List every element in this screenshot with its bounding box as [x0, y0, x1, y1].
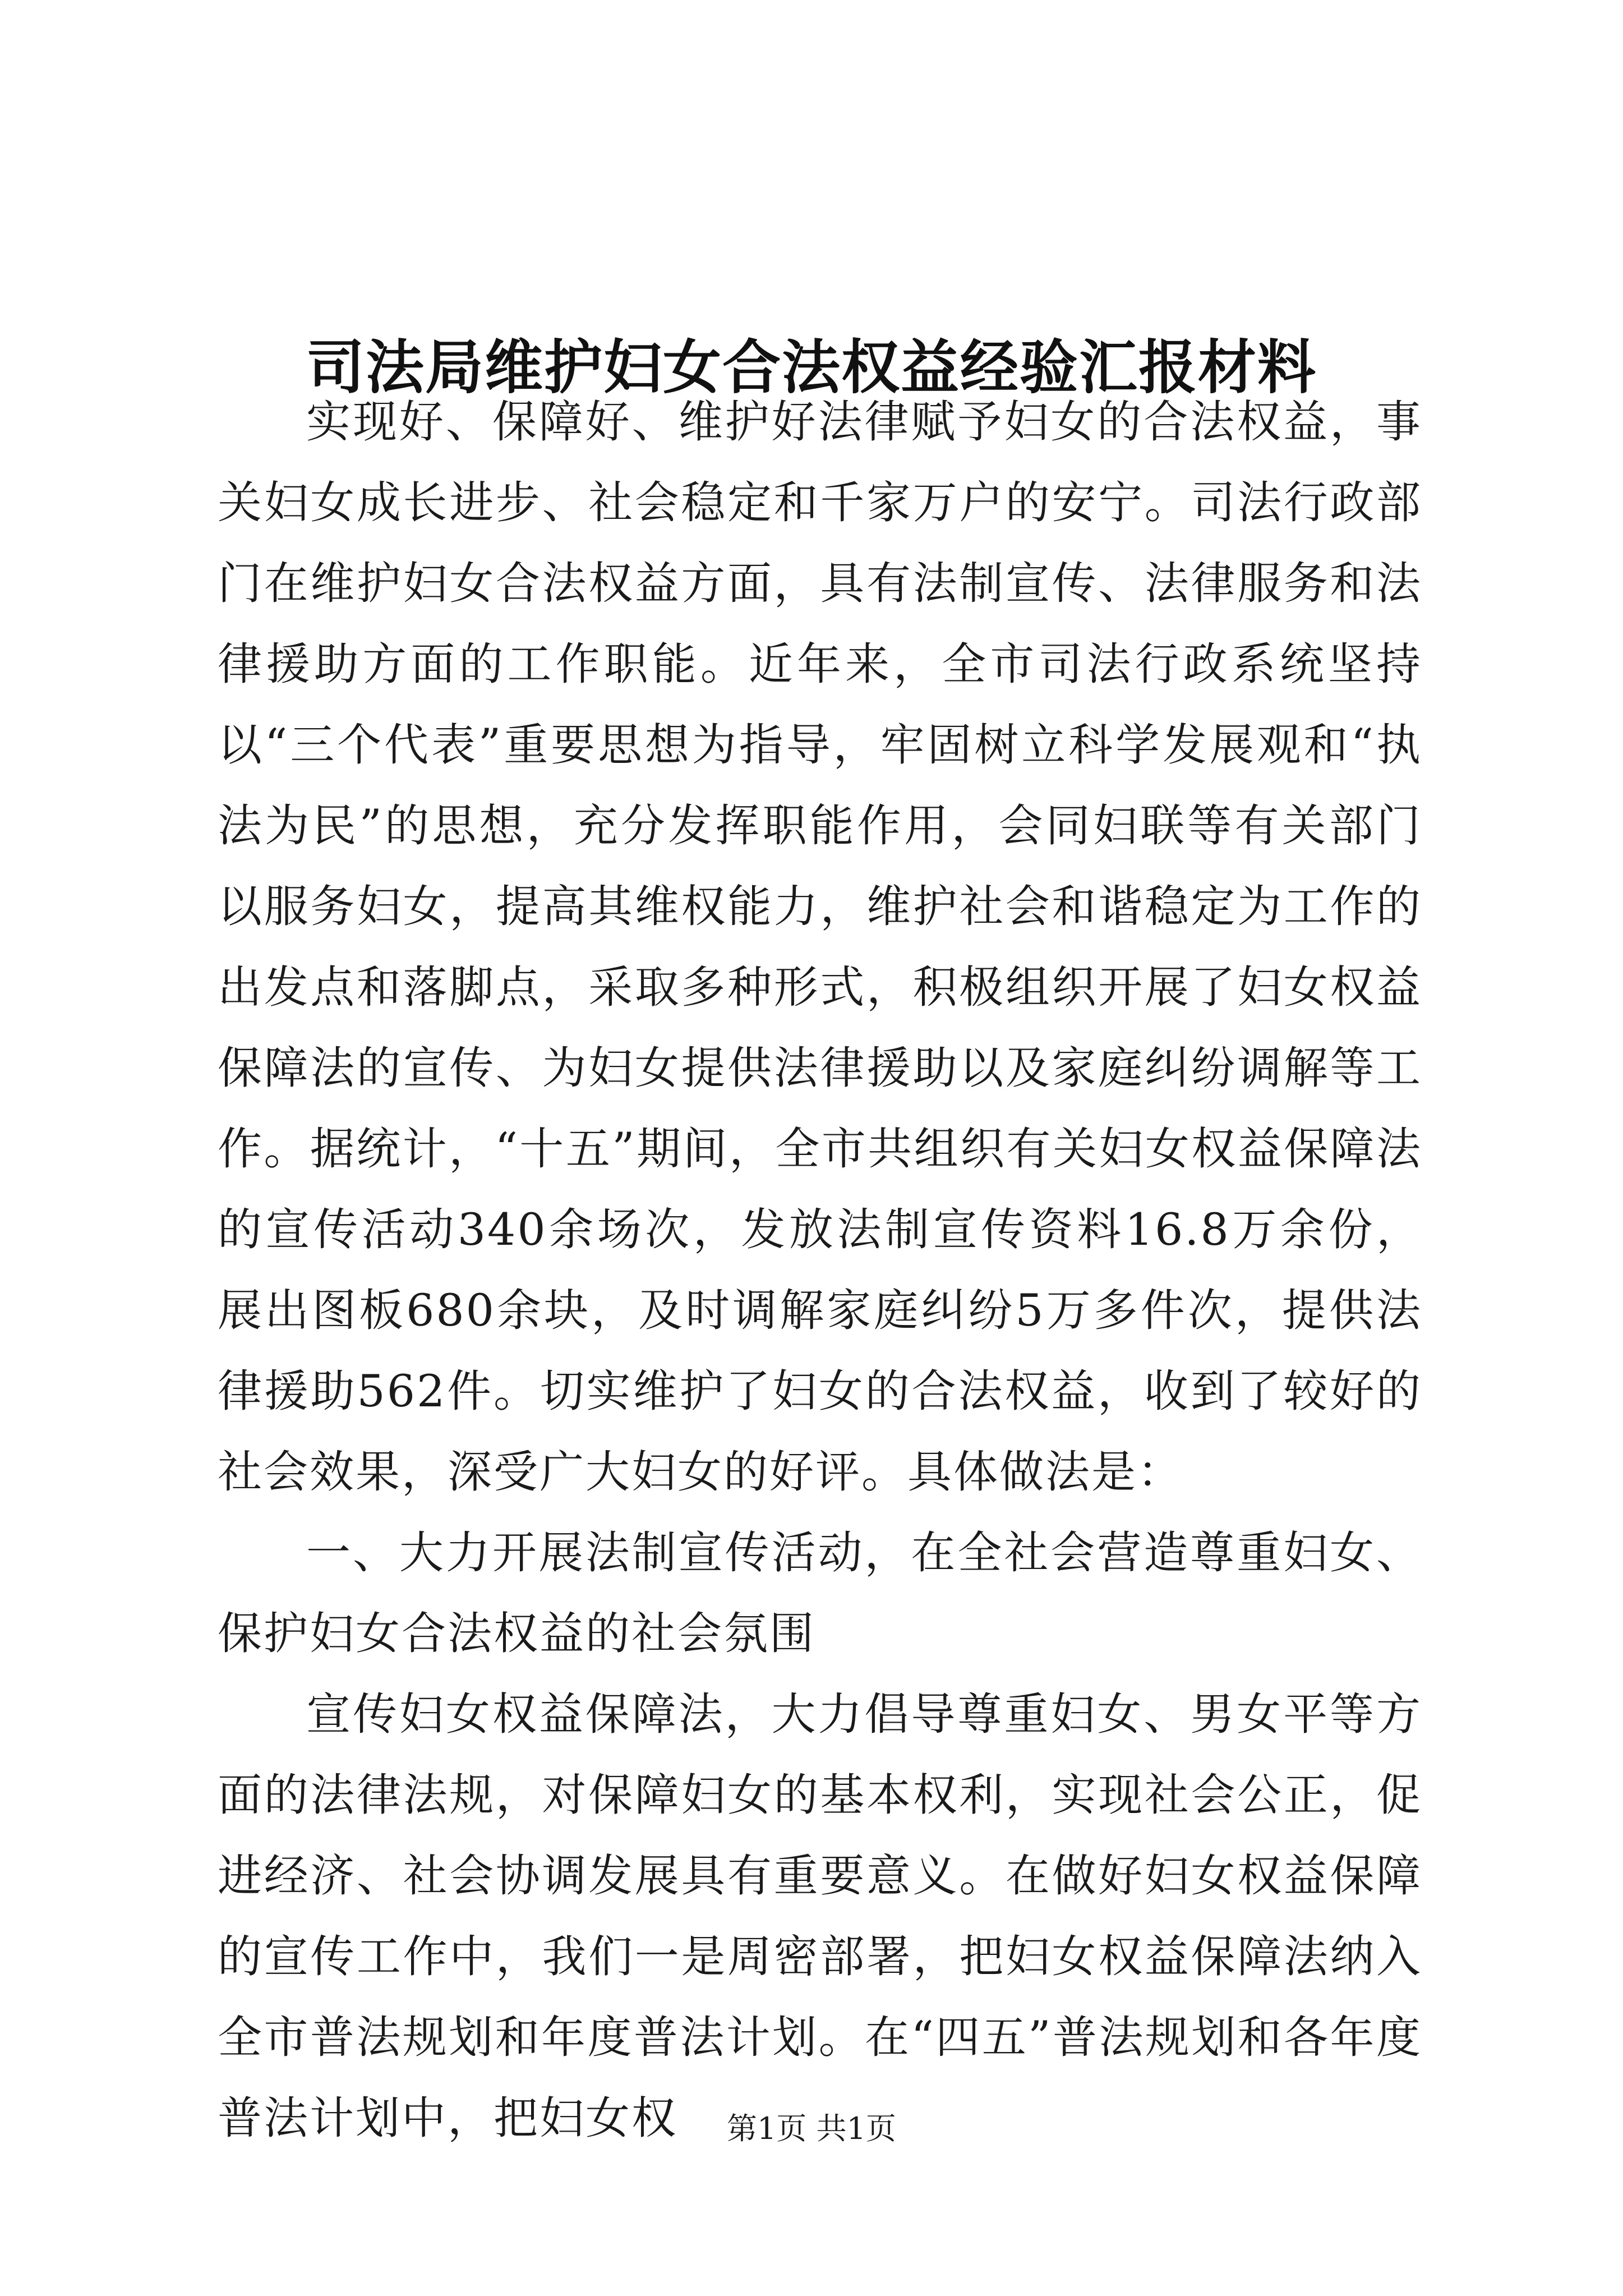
section-one-paragraph: 宣传妇女权益保障法，大力倡导尊重妇女、男女平等方面的法律法规，对保障妇女的基本权利，实现社会公正，促进经济、社会协调发展具有重要意义。在做好妇女权益保障的宣传工作中，我们一是周密部署，把妇女权益保障法纳入全市普法规划和年度普法计划。在“四五”普法规划和各年度普法计划中，把妇女权 — [218, 1688, 1422, 2144]
intro-paragraph: 实现好、保障好、维护好法律赋予妇女的合法权益，事关妇女成长进步、社会稳定和千家万户的安宁。司法行政部门在维护妇女合法权益方面，具有法制宣传、法律服务和法律援助方面的工作职能。近年来，全市司法行政系统坚持以“三个代表”重要思想为指导，牢固树立科学发展观和“执法为民”的思想，充分发挥职能作用，会同妇联等有关部门以服务妇女，提高其维权能力，维护社会和谐稳定为工作的出发点和落脚点，采取多种形式，积极组织开展了妇女权益保障法的宣传、为妇女提供法律援助以及家庭纠纷调解等工作。据统计，“十五”期间，全市共组织有关妇女权益保障法的宣传活动340余场次，发放法制宣传资料16.8万余份，展出图板680余块，及时调解家庭纠纷5万多件次，提供法律援助562件。切实维护了妇女的合法权益，收到了较好的社会效果，深受广大妇女的好评。具体做法是： — [218, 396, 1422, 1498]
page-footer: 第1页 共1页 — [727, 2111, 896, 2146]
section-heading-one: 一、大力开展法制宣传活动，在全社会营造尊重妇女、保护妇女合法权益的社会氛围 — [218, 1527, 1422, 1659]
document-body — [218, 381, 1422, 2159]
document-title: 司法局维护妇女合法权益经验汇报材料 — [306, 332, 1317, 402]
